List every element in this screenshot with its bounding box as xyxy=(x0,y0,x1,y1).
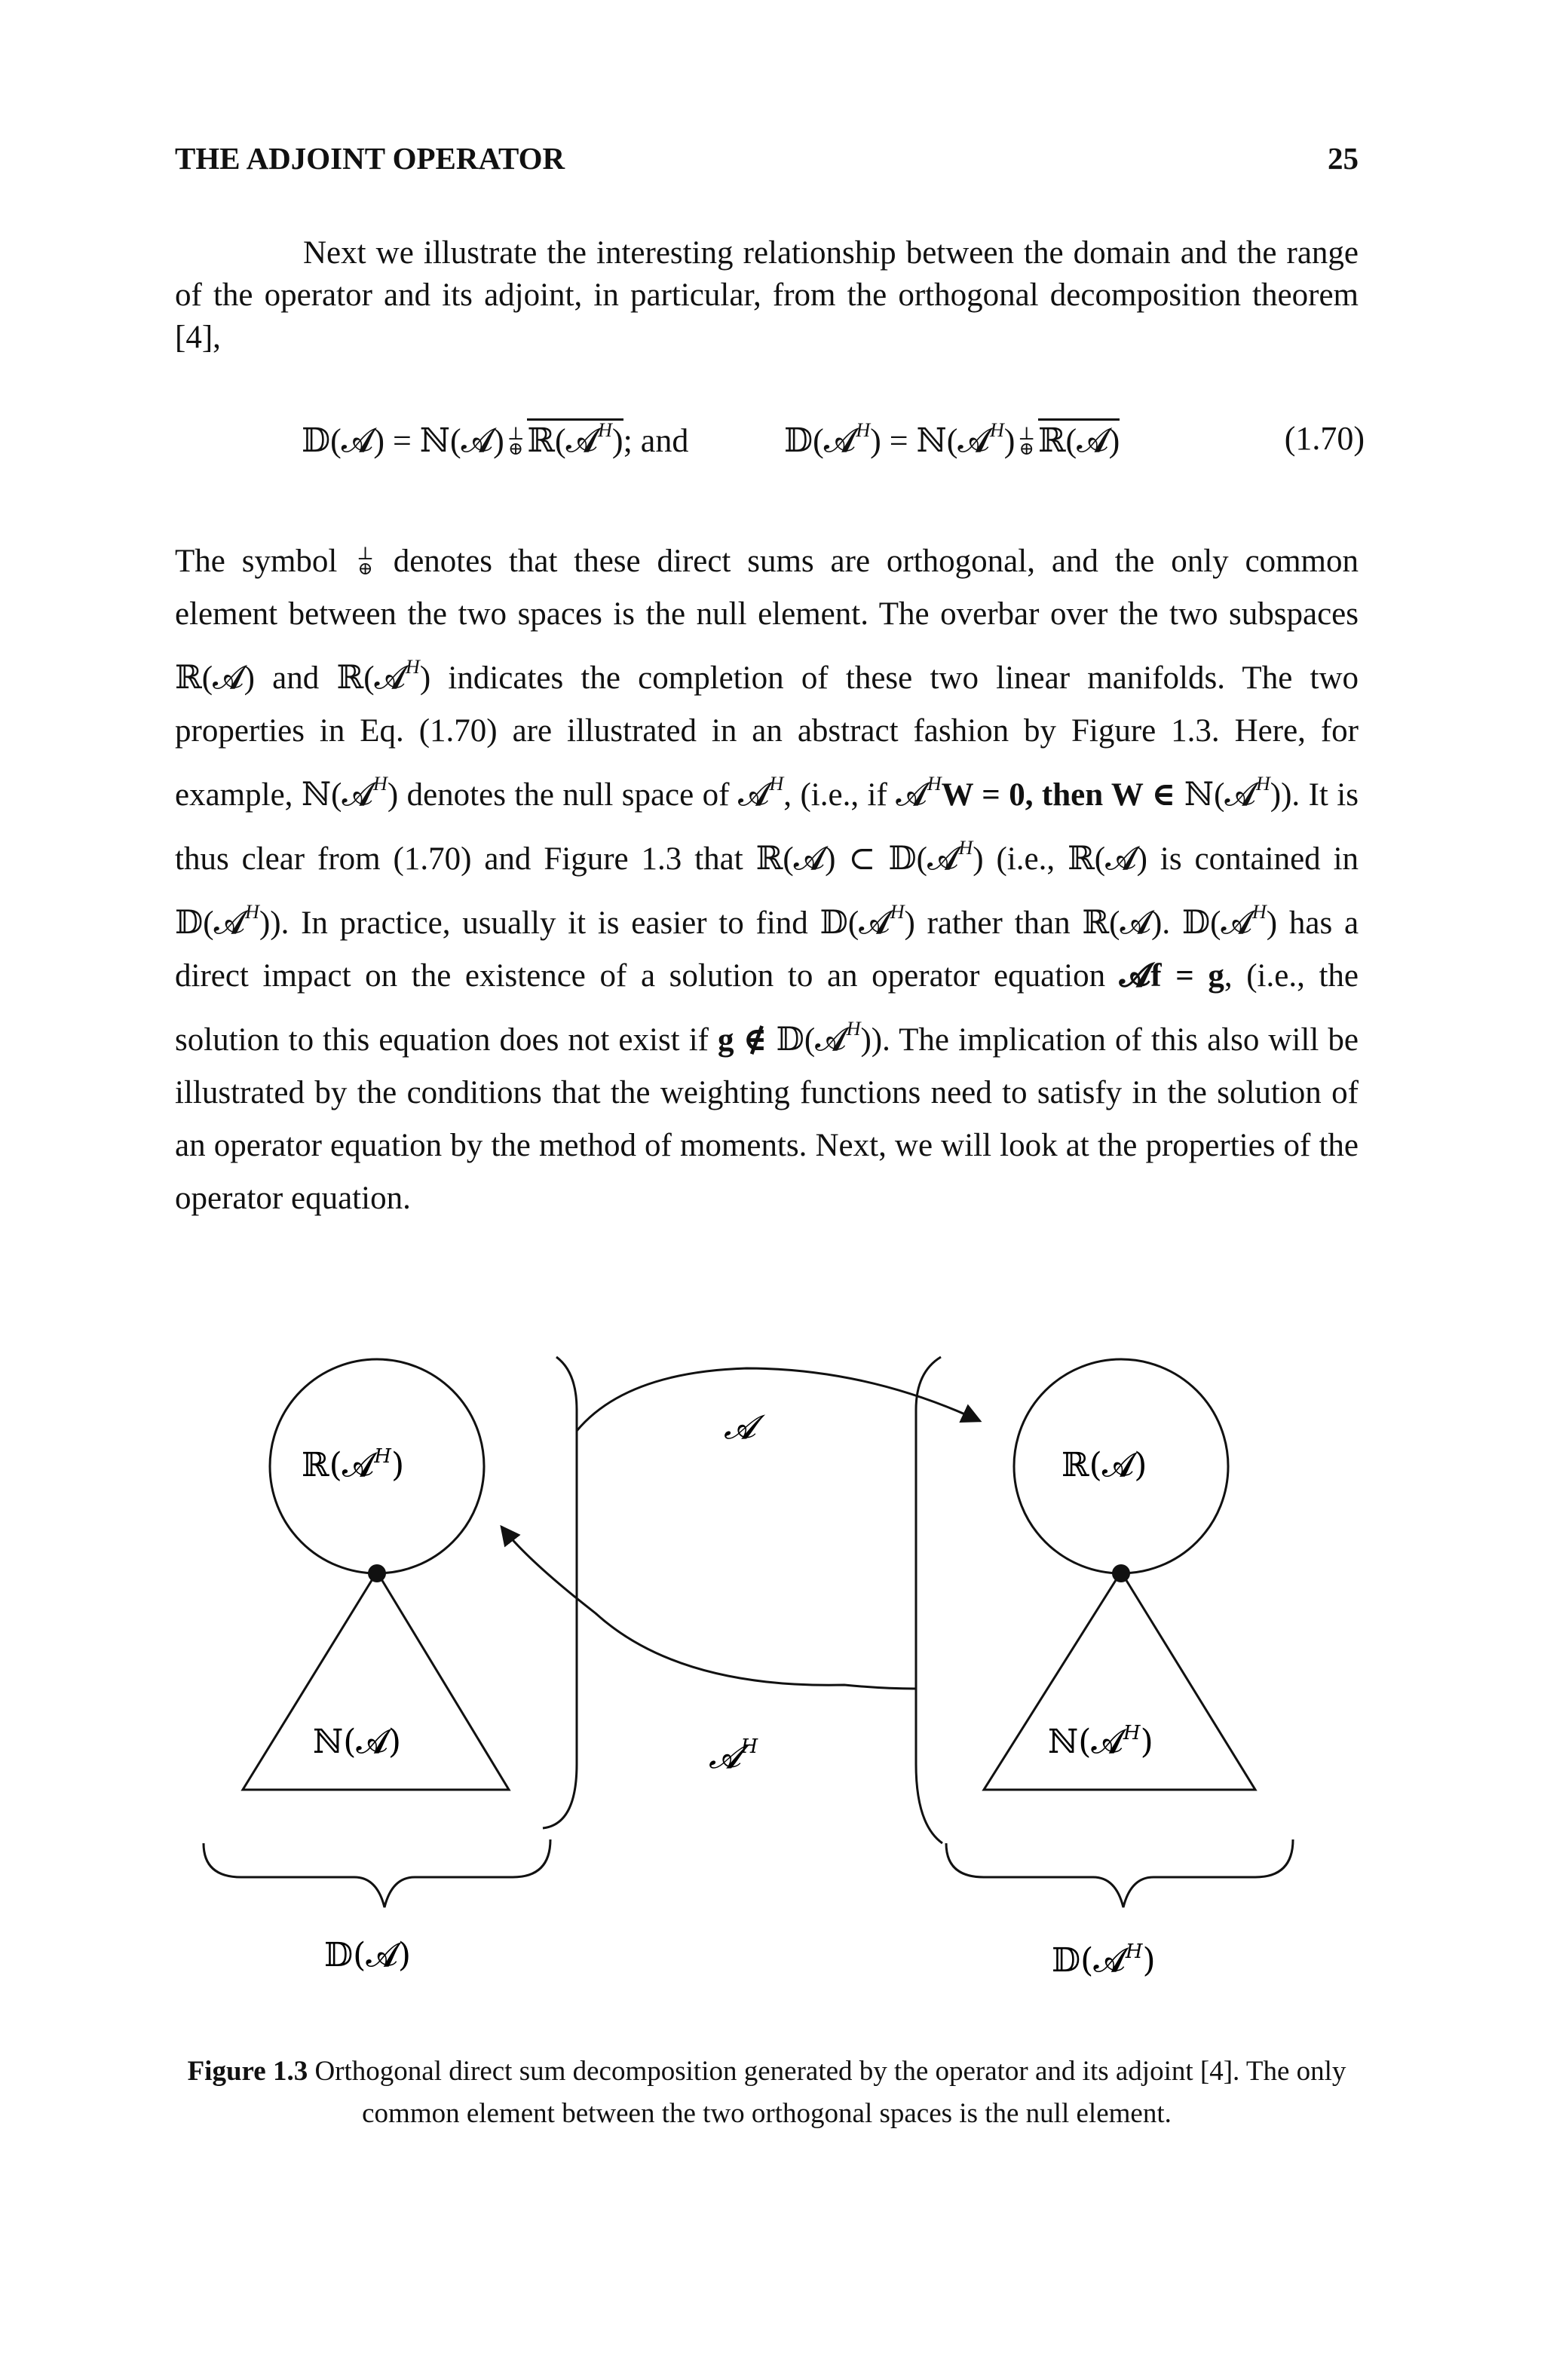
caption-label: Figure 1.3 xyxy=(187,2056,308,2087)
caption-text: Orthogonal direct sum decomposition generated by the operator and its adjoint [4]. The only common element between the two orthogonal spaces is the null element. xyxy=(314,2056,1346,2129)
equation-right: 𝔻(𝓐$^H$) = ℕ(𝓐$^H$) ⊥ ⊕ ℝ(𝓐) xyxy=(784,419,1120,459)
figure-caption xyxy=(175,2051,1359,2135)
intro-paragraph: Next we illustrate the interesting relationship between the domain and the range of the operator and its adjoint, in particular, from the orthogonal decomposition theorem [4], xyxy=(175,235,1359,355)
orthogonal-sum-symbol: ⊥ ⊕ xyxy=(507,424,525,459)
left-null-element-dot xyxy=(368,1564,386,1582)
page-number: 25 xyxy=(1328,141,1359,176)
right-triangle-label: ℕ(𝓐$^H$) xyxy=(1048,1722,1153,1761)
eq-range-ah-overbar: ℝ(𝓐$^H$) xyxy=(527,419,623,459)
right-circle-label: ℝ(𝓐) xyxy=(1062,1446,1147,1484)
left-bottom-brace xyxy=(204,1839,550,1907)
adjoint-arrow xyxy=(501,1527,916,1689)
eq-range-a-overbar: ℝ(𝓐) xyxy=(1038,418,1120,459)
left-triangle-label: ℕ(𝓐) xyxy=(313,1723,402,1761)
left-domain-label: 𝔻(𝓐) xyxy=(324,1936,411,1974)
equation-number: (1.70) xyxy=(1284,420,1365,457)
orthogonal-sum-symbol-2: ⊥ ⊕ xyxy=(1018,424,1035,459)
right-bottom-brace xyxy=(946,1839,1293,1907)
operator-label: 𝓐 xyxy=(724,1408,756,1447)
operator-arrow xyxy=(577,1368,980,1431)
left-circle-label: ℝ(𝓐$^H$) xyxy=(302,1445,405,1484)
adjoint-label: 𝓐$^H$ xyxy=(709,1735,758,1776)
running-head-title: THE ADJOINT OPERATOR xyxy=(175,141,565,176)
eq-domain-a: 𝔻(𝓐) = ℕ(𝓐) xyxy=(302,422,504,459)
right-domain-label: 𝔻(𝓐$^H$) xyxy=(1052,1940,1156,1980)
right-null-element-dot xyxy=(1112,1564,1130,1582)
eq-separator: ; and xyxy=(623,422,689,459)
orthogonal-sum-symbol-inline: ⊥ ⊕ xyxy=(357,544,374,579)
left-vertical-brace xyxy=(543,1357,577,1828)
right-vertical-brace xyxy=(916,1357,942,1843)
body-paragraph: The symbol ⊥ ⊕ denotes that these direct sums are orthogonal, and the only common element between the two spaces is the null element. The overbar over the two subspaces ℝ(𝓐) and ℝ(𝓐$^H$) indicates the completion of these two linear manifolds. The two properties in Eq. (1.70) are illustrated in an abstract fashion by Figure 1.3. Here, for example, ℕ(𝓐$^H$) denotes the null space of 𝓐$^H$, (i.e., if 𝓐$^H$W = 0, then W ∈ ℕ(𝓐$^H$)). It is thus clear from (1.70) and Figure 1.3 that ℝ(𝓐) ⊂ 𝔻(𝓐$^H$) (i.e., ℝ(𝓐) is contained in 𝔻(𝓐$^H$)). In practice, usually it is easier to find 𝔻(𝓐$^H$) rather than ℝ(𝓐). 𝔻(𝓐$^H$) has a direct impact on the existence of a solution to an operator equation 𝓐f = g, (i.e., the solution to this equation does not exist if g ∉ 𝔻(𝓐$^H$)). The implication of this also will be illustrated by the conditions that the weighting functions need to satisfy in the solution of an operator equation by the method of moments. Next, we will look at the properties of the operator equation. xyxy=(175,544,1359,1216)
